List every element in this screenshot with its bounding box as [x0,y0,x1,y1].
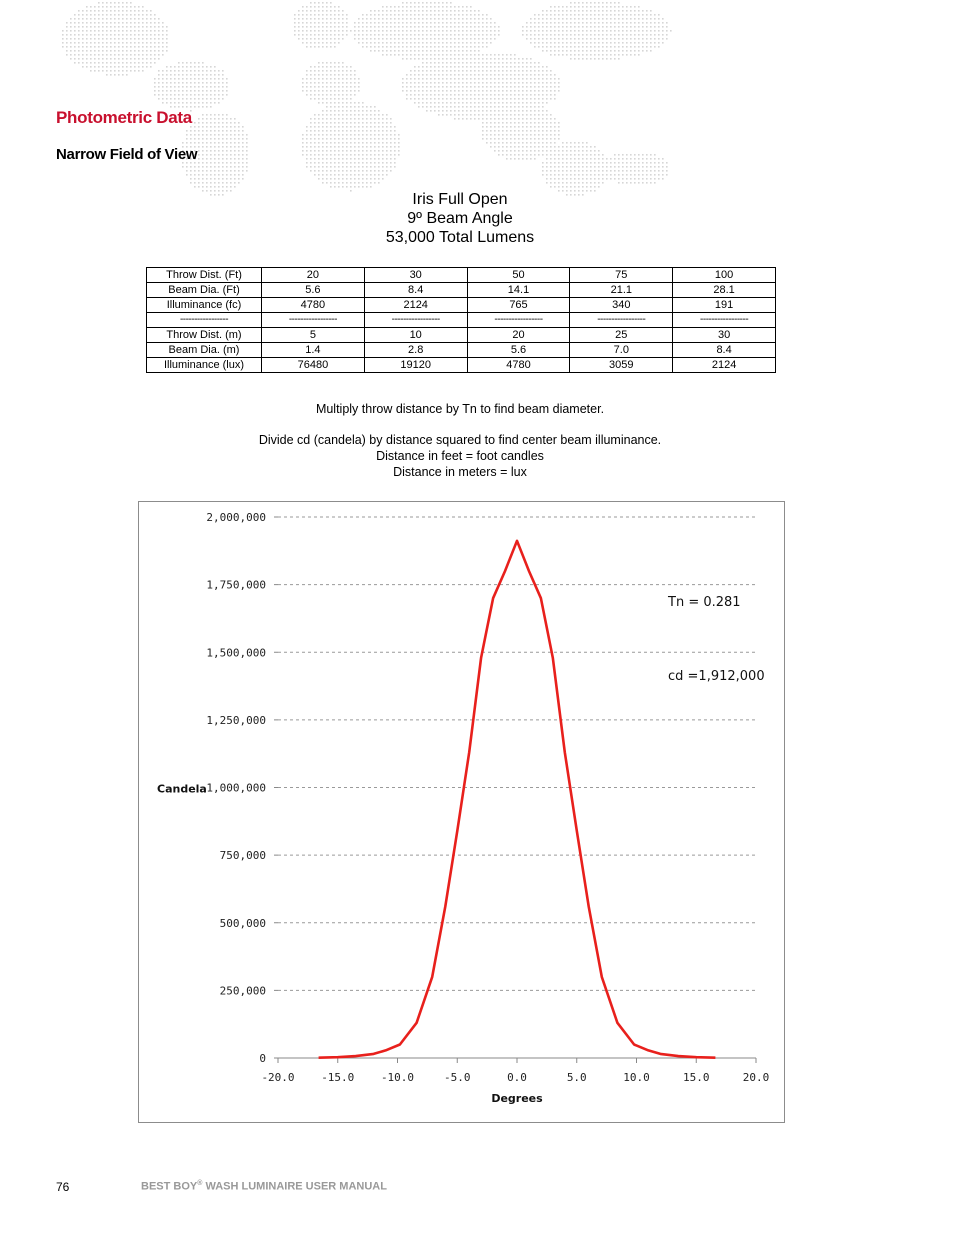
table-row [147,313,776,328]
y-tick-label: 500,000 [219,916,266,930]
row-label: Throw Dist. (m) [147,328,262,343]
table-cell: 5 [262,328,365,343]
table-row [147,268,776,283]
table-cell: 4780 [262,298,365,313]
x-tick-label: -5.0 [444,1071,471,1084]
x-tick-label: 5.0 [566,1071,587,1084]
x-tick-label: 20.0 [742,1071,770,1084]
cd-annotation: cd =1,912,000 [668,669,765,684]
page-number: 76 [56,1180,70,1194]
table-row [147,343,776,358]
table-row [147,328,776,343]
x-tick-label: 10.0 [623,1071,650,1084]
row-label: ----------------- [147,313,262,328]
table-cell: ----------------- [262,313,365,328]
x-tick-label: 15.0 [683,1071,710,1084]
table-cell: 2.8 [364,343,467,358]
table-cell: ----------------- [467,313,570,328]
row-label: Throw Dist. (Ft) [147,268,262,283]
heading-beam-angle: 9º Beam Angle [407,210,513,227]
table-cell: 14.1 [467,283,570,298]
note-feet: Distance in feet = foot candles [376,449,544,463]
table-cell: 3059 [570,358,673,373]
table-cell: 765 [467,298,570,313]
row-label: Beam Dia. (m) [147,343,262,358]
photometric-table [146,267,776,373]
chart-heading [300,190,620,247]
manual-title [141,1180,387,1193]
table-cell: 20 [262,268,365,283]
table-cell: 5.6 [262,283,365,298]
y-tick-label: 1,750,000 [206,578,266,592]
table-cell: 75 [570,268,673,283]
table-cell: 30 [673,328,776,343]
candela-chart [138,501,785,1123]
table-cell: 4780 [467,358,570,373]
row-label: Illuminance (lux) [147,358,262,373]
table-cell: 5.6 [467,343,570,358]
table-cell: 28.1 [673,283,776,298]
table-cell: 25 [570,328,673,343]
note-throw-distance: Multiply throw distance by Tn to find beam diameter. [315,402,605,416]
table-cell: 100 [673,268,776,283]
section-title: Photometric Data [56,108,192,127]
x-tick-label: -20.0 [261,1071,295,1084]
table-cell: 2124 [364,298,467,313]
table-cell: 50 [467,268,570,283]
heading-lumens: 53,000 Total Lumens [385,229,535,246]
y-tick-label: 750,000 [219,849,266,863]
candela-curve [319,541,716,1058]
table-cell: ----------------- [364,313,467,328]
table-cell: 20 [467,328,570,343]
note-divide: Divide cd (candela) by distance squared to find center beam illuminance. [258,433,662,447]
table-row [147,358,776,373]
registered-mark: ® [197,1180,203,1187]
row-label: Beam Dia. (Ft) [147,283,262,298]
table-cell: 8.4 [673,343,776,358]
table-cell: ----------------- [673,313,776,328]
sub-title: Narrow Field of View [56,146,198,163]
tn-annotation: Tn = 0.281 [668,595,741,610]
table-cell: 8.4 [364,283,467,298]
world-map-dots-watermark [0,0,680,200]
y-tick-label: 2,000,000 [206,511,266,524]
table-cell: 76480 [262,358,365,373]
note-meters: Distance in meters = lux [393,465,527,479]
y-tick-label: 1,250,000 [206,713,266,727]
note-illuminance [200,432,720,480]
x-axis-title: Degrees [491,1092,543,1105]
y-tick-label: 250,000 [219,984,266,998]
table-row [147,283,776,298]
table-cell: 21.1 [570,283,673,298]
x-tick-label: -15.0 [321,1071,355,1084]
manual-title-rest: WASH LUMINAIRE USER MANUAL [202,1180,387,1193]
y-tick-label: 1,500,000 [206,646,266,660]
x-tick-label: 0.0 [507,1071,527,1084]
table-cell: 2124 [673,358,776,373]
table-cell: 19120 [364,358,467,373]
table-cell: 340 [570,298,673,313]
table-row [147,298,776,313]
table-cell: ----------------- [570,313,673,328]
table-cell: 30 [364,268,467,283]
y-axis-title: Candela [157,782,207,796]
x-tick-label: -10.0 [380,1071,415,1084]
y-tick-label: 1,000,000 [206,781,266,795]
table-cell: 191 [673,298,776,313]
heading-iris: Iris Full Open [412,191,508,208]
row-label: Illuminance (fc) [147,298,262,313]
chart-plot-area [139,502,784,1122]
table-cell: 7.0 [570,343,673,358]
table-cell: 1.4 [262,343,365,358]
manual-title-brand: BEST BOY [141,1180,198,1193]
table-cell: 10 [364,328,467,343]
y-tick-label: 0 [259,1052,266,1065]
